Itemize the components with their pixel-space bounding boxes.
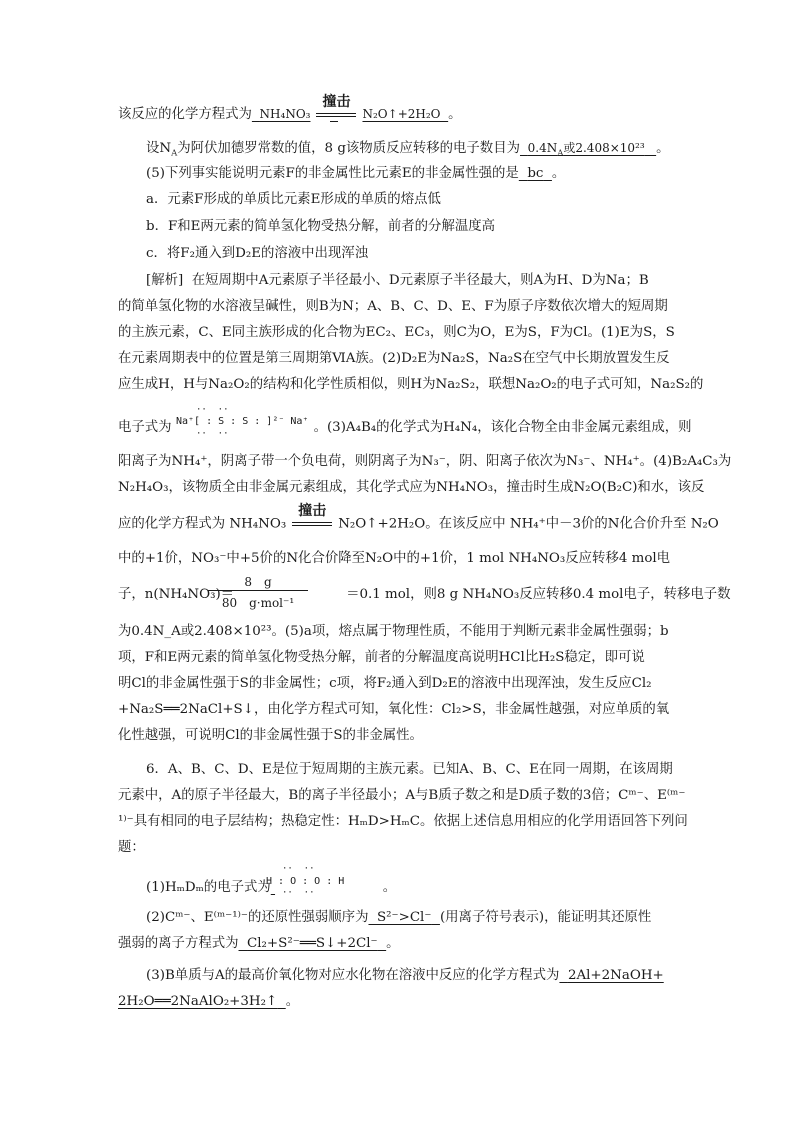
answer-blank: $0.4N_A$或2.408×10²³ bbox=[527, 141, 645, 159]
question-6-part-3: (3)B单质与A的最高价氧化物对应水化物在溶液中反应的化学方程式为 2Al+2NaOH+ bbox=[146, 968, 664, 983]
na2s2-dots-bottom: ·· ·· bbox=[196, 429, 229, 439]
reaction-arrow: 撞击 bbox=[314, 105, 358, 125]
question-6-part-2: (2)Cᵐ⁻、E⁽ᵐ⁻¹⁾⁻的还原性强弱顺序为 S²⁻>Cl⁻ (用离子符号表示)，能证明其还原性 bbox=[146, 910, 652, 925]
line-1: 该反应的化学方程式为 NH₄NO₃ 撞击 N₂O↑+2H₂O 。 bbox=[118, 104, 462, 125]
analysis-line-5: 应生成H，H与Na₂O₂的结构和化学性质相似，则H为Na₂S₂，联想Na₂O₂的电子式可知，Na₂S₂的 bbox=[118, 377, 704, 392]
answer-blank: 2Al+2NaOH+ bbox=[567, 968, 664, 983]
analysis-line-3: 的主族元素，C、E同主族形成的化合物为EC₂、EC₃，则C为O，E为S，F为Cl。(1)E为S，S bbox=[118, 325, 675, 340]
line-3: (5)下列事实能说明元素F的非金属性比元素E的非金属性强的是 bc 。 bbox=[146, 166, 566, 181]
fraction-numerator: 8 g bbox=[244, 575, 272, 589]
analysis-line-15: +Na₂S══2NaCl+S↓，由化学方程式可知，氧化性：Cl₂>S，非金属性越强，对应单质的氧 bbox=[118, 702, 670, 717]
question-6-part-1: (1)HₘDₘ的电子式为 。 bbox=[146, 878, 396, 898]
analysis-line-13: 项，F和E两元素的简单氢化物受热分解，前者的分解温度高说明HCl比H₂S稳定，即可说 bbox=[118, 650, 645, 665]
question-6-line-2: 元素中，A的原子半径最大，B的离子半径最小；A与B质子数之和是D质子数的3倍；Cᵐ⁻、E⁽ᵐ⁻ bbox=[118, 788, 686, 803]
fraction-denominator: 80 g·mol⁻¹ bbox=[221, 596, 295, 610]
reaction-arrow: 撞击 bbox=[290, 514, 334, 534]
analysis-line-1: [解析] 在短周期中A元素原子半径最小、D元素原子半径最大，则A为H、D为Na；B bbox=[146, 273, 649, 288]
h2o2-dots-bottom: ·· ·· bbox=[282, 888, 315, 898]
answer-blank: NH₄NO₃ bbox=[259, 107, 311, 121]
na2s2-dots-top: ·· ·· bbox=[196, 405, 229, 415]
answer-blank: S²⁻>Cl⁻ bbox=[376, 910, 432, 925]
question-6-line-3: ¹⁾⁻具有相同的电子层结构；热稳定性：HₘD>HₘC。依据上述信息用相应的化学用语回答下列问 bbox=[118, 814, 688, 829]
answer-blank: 2H₂O══2NaAlO₂+3H₂↑ bbox=[118, 994, 278, 1009]
h2o2-electron-formula: H : O : O : H bbox=[266, 876, 345, 887]
analysis-line-14: 明Cl的非金属性强于S的非金属性；c项，将F₂通入到D₂E的溶液中出现浑浊，发生反应Cl₂ bbox=[118, 676, 652, 691]
analysis-line-16: 化性越强，可说明Cl的非金属性强于S的非金属性。 bbox=[118, 728, 423, 743]
analysis-line-2: 的简单氢化物的水溶液呈碱性，则B为N；A、B、C、D、E、F为原子序数依次增大的短周期 bbox=[118, 299, 668, 314]
option-a: a．元素F形成的单质比元素E形成的单质的熔点低 bbox=[146, 192, 441, 207]
line-2: 设$N_A$为阿伏加德罗常数的值，8 g该物质反应转移的电子数目为 $0.4N_A$或2.408×10²³ 。 bbox=[146, 141, 670, 159]
analysis-line-9: 应的化学方程式为 NH₄NO₃ 撞击 N₂O↑+2H₂O。在该反应中 NH₄⁺中－3价的N化合价升至 N₂O bbox=[118, 514, 719, 535]
analysis-label: [解析] bbox=[146, 273, 184, 288]
question-6-line-4: 题： bbox=[118, 840, 145, 855]
answer-blank: Cl₂+S²⁻══S↓+2Cl⁻ bbox=[247, 936, 378, 951]
fraction-bar bbox=[208, 590, 308, 591]
option-c: c．将F₂通入到D₂E的溶液中出现浑浊 bbox=[146, 246, 369, 261]
analysis-line-11: 子，n(NH₄NO₃)＝ ＝0.1 mol，则8 g NH₄NO₃反应转移0.4 mol电子，转移电子数 bbox=[118, 587, 731, 602]
answer-blank: bc bbox=[527, 166, 544, 181]
h2o2-dots-top: ·· ·· bbox=[282, 864, 315, 874]
analysis-line-10: 中的+1价，NO₃⁻中+5价的N化合价降至N₂O中的+1价，1 mol NH₄NO₃反应转移4 mol电 bbox=[118, 551, 671, 566]
question-6-line-1: 6．A、B、C、D、E是位于短周期的主族元素。已知A、B、C、E在同一周期，在该周期 bbox=[146, 762, 673, 777]
option-b: b．F和E两元素的简单氢化物受热分解，前者的分解温度高 bbox=[146, 219, 496, 234]
analysis-line-7: 阳离子为NH₄⁺，阴离子带一个负电荷，则阴离子为N₃⁻，阴、阳离子依次为N₃⁻、NH₄⁺。(4)B₂A₄C₃为 bbox=[118, 454, 732, 469]
analysis-line-8: N₂H₄O₃，该物质全由非金属元素组成，其化学式应为NH₄NO₃，撞击时生成N₂O(B₂C)和水，该反 bbox=[118, 480, 705, 495]
analysis-line-12: 为0.4N_A或2.408×10²³。(5)a项，熔点属于物理性质，不能用于判断元素非金属性强弱；b bbox=[118, 624, 669, 639]
question-6-part-2-cont: 强弱的离子方程式为 Cl₂+S²⁻══S↓+2Cl⁻ 。 bbox=[118, 936, 400, 951]
analysis-line-4: 在元素周期表中的位置是第三周期第ⅥA族。(2)D₂E为Na₂S，Na₂S在空气中长期放置发生反 bbox=[118, 351, 670, 366]
question-6-part-3-cont: 2H₂O══2NaAlO₂+3H₂↑ 。 bbox=[118, 994, 300, 1009]
na2s2-electron-formula: Na⁺[ : S : S : ]²⁻ Na⁺ bbox=[176, 416, 309, 427]
analysis-line-6: 电子式为 。(3)A₄B₄的化学式为H₄N₄，该化合物全由非金属元素组成，则 bbox=[118, 420, 692, 435]
